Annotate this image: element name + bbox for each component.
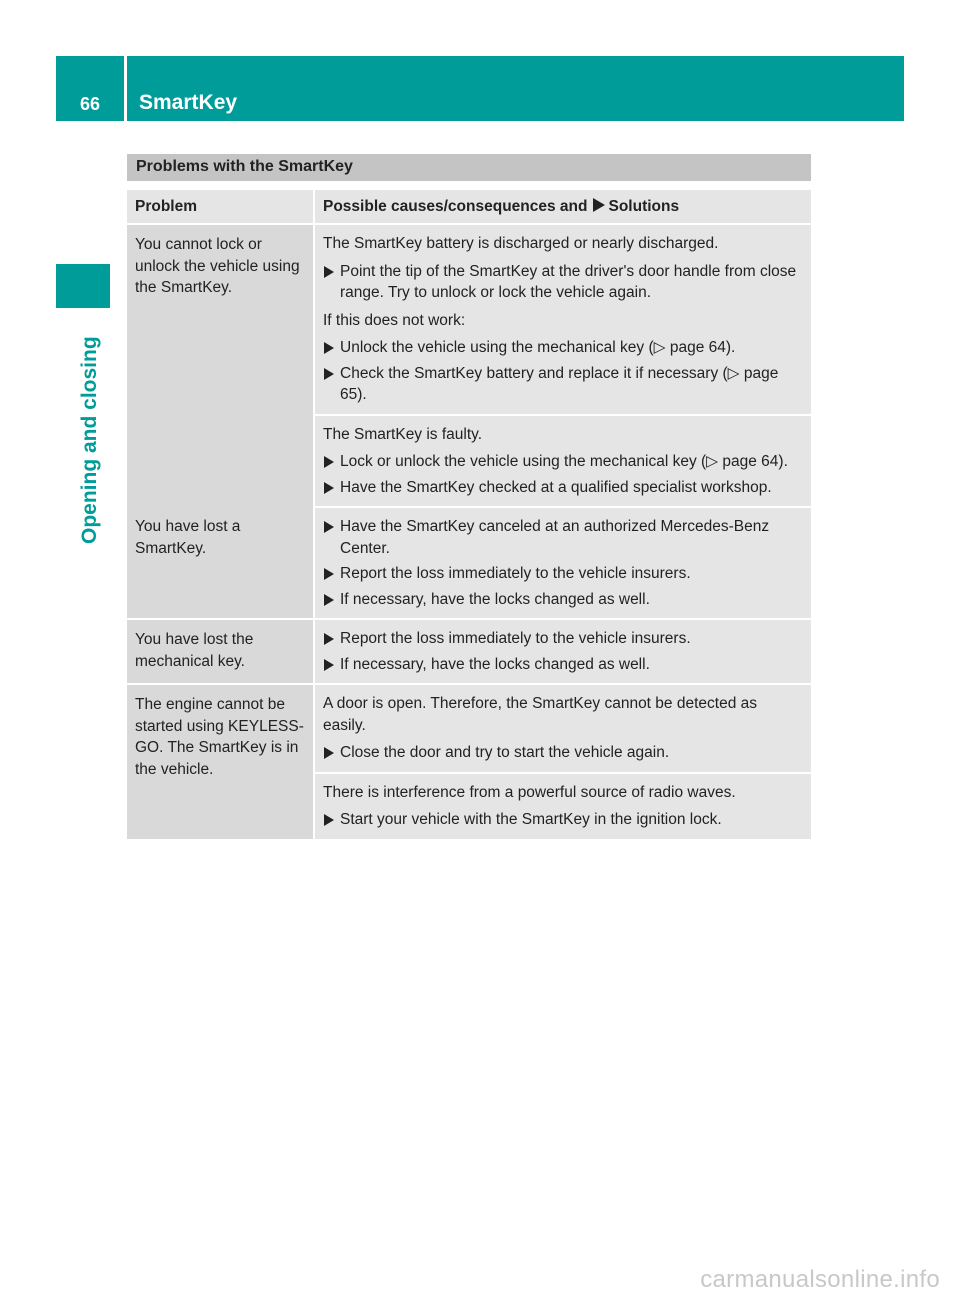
header-divider: [124, 56, 127, 121]
step-arrow-icon: [324, 633, 334, 645]
solution-step: [323, 261, 803, 304]
step-text: If necessary, have the locks changed as well.: [340, 590, 650, 608]
page-title: SmartKey: [139, 91, 238, 114]
note-text: If this does not work:: [323, 311, 466, 329]
column-header-solutions: [314, 190, 811, 224]
column-header-solutions-post: Solutions: [608, 197, 680, 215]
step-arrow-icon: [324, 482, 334, 494]
solution-cell: [314, 773, 811, 839]
watermark: carmanualsonline.info: [700, 1266, 940, 1293]
solution-step: [323, 654, 803, 676]
step-arrow-icon: [324, 659, 334, 671]
solution-step: [323, 451, 803, 473]
cause-text: There is interference from a powerful source of radio waves.: [323, 783, 736, 801]
solution-step: [323, 742, 803, 764]
solution-cell: [314, 415, 811, 508]
step-text: Report the loss immediately to the vehicle insurers.: [340, 565, 691, 582]
cause-text: The SmartKey is faulty.: [323, 425, 483, 443]
step-text: Have the SmartKey canceled at an authorized Mercedes-Benz Center.: [340, 518, 770, 557]
step-arrow-icon: [324, 814, 334, 826]
step-arrow-icon: [324, 521, 334, 533]
problem-cell: You cannot lock or unlock the vehicle using the SmartKey.: [127, 224, 314, 507]
table-row: [127, 224, 811, 415]
step-text: Start your vehicle with the SmartKey in the ignition lock.: [340, 811, 722, 828]
solution-step: [323, 809, 803, 831]
column-header-problem: Problem: [127, 190, 314, 224]
cause-text: A door is open. Therefore, the SmartKey cannot be detected as easily.: [323, 695, 757, 734]
table-header-row: [127, 190, 811, 224]
column-header-solutions-pre: Possible causes/consequences and: [323, 197, 588, 215]
step-text: Report the loss immediately to the vehicle insurers.: [340, 630, 691, 647]
step-text: Point the tip of the SmartKey at the driver's door handle from close range. Try to unlock or lock the vehicle again.: [340, 262, 797, 301]
page-number: 66: [79, 94, 101, 114]
problem-cell: The engine cannot be started using KEYLESS-GO. The SmartKey is in the vehicle.: [127, 684, 314, 839]
step-text: Have the SmartKey checked at a qualified specialist workshop.: [340, 478, 772, 496]
problems-table: [127, 190, 811, 839]
step-text: Close the door and try to start the vehicle again.: [340, 744, 670, 761]
table-row: [127, 684, 811, 773]
solution-step: [323, 516, 803, 559]
solution-cell: [314, 684, 811, 773]
solution-step: [323, 363, 803, 406]
step-arrow-icon: [324, 342, 334, 354]
step-text: Lock or unlock the vehicle using the mechanical key (▷ page 64).: [340, 453, 788, 470]
step-arrow-icon: [324, 368, 334, 380]
side-tab-label: Opening and closing: [78, 336, 101, 544]
solution-step: [323, 477, 803, 499]
solution-cell: [314, 619, 811, 684]
solution-step: [323, 589, 803, 611]
table-row: [127, 507, 811, 619]
step-arrow-icon: [324, 266, 334, 278]
step-arrow-icon: [324, 568, 334, 580]
solution-cell: [314, 507, 811, 619]
solution-cell: [314, 224, 811, 415]
solution-step: [323, 628, 803, 650]
step-arrow-icon: [324, 456, 334, 468]
table-row: [127, 619, 811, 684]
solution-step: [323, 563, 803, 585]
side-tab-marker: [56, 264, 110, 308]
step-arrow-icon: [324, 747, 334, 759]
step-text: If necessary, have the locks changed as well.: [340, 655, 650, 673]
step-text: Unlock the vehicle using the mechanical key (▷ page 64).: [340, 339, 736, 356]
solution-arrow-icon: [593, 198, 605, 212]
step-text: Check the SmartKey battery and replace it if necessary (▷ page 65).: [340, 364, 779, 403]
step-arrow-icon: [324, 594, 334, 606]
solution-step: [323, 337, 803, 359]
cause-text: The SmartKey battery is discharged or nearly discharged.: [323, 235, 719, 252]
problem-cell: You have lost the mechanical key.: [127, 619, 314, 684]
problem-cell: You have lost a SmartKey.: [127, 507, 314, 619]
table-title: Problems with the SmartKey: [127, 154, 811, 181]
